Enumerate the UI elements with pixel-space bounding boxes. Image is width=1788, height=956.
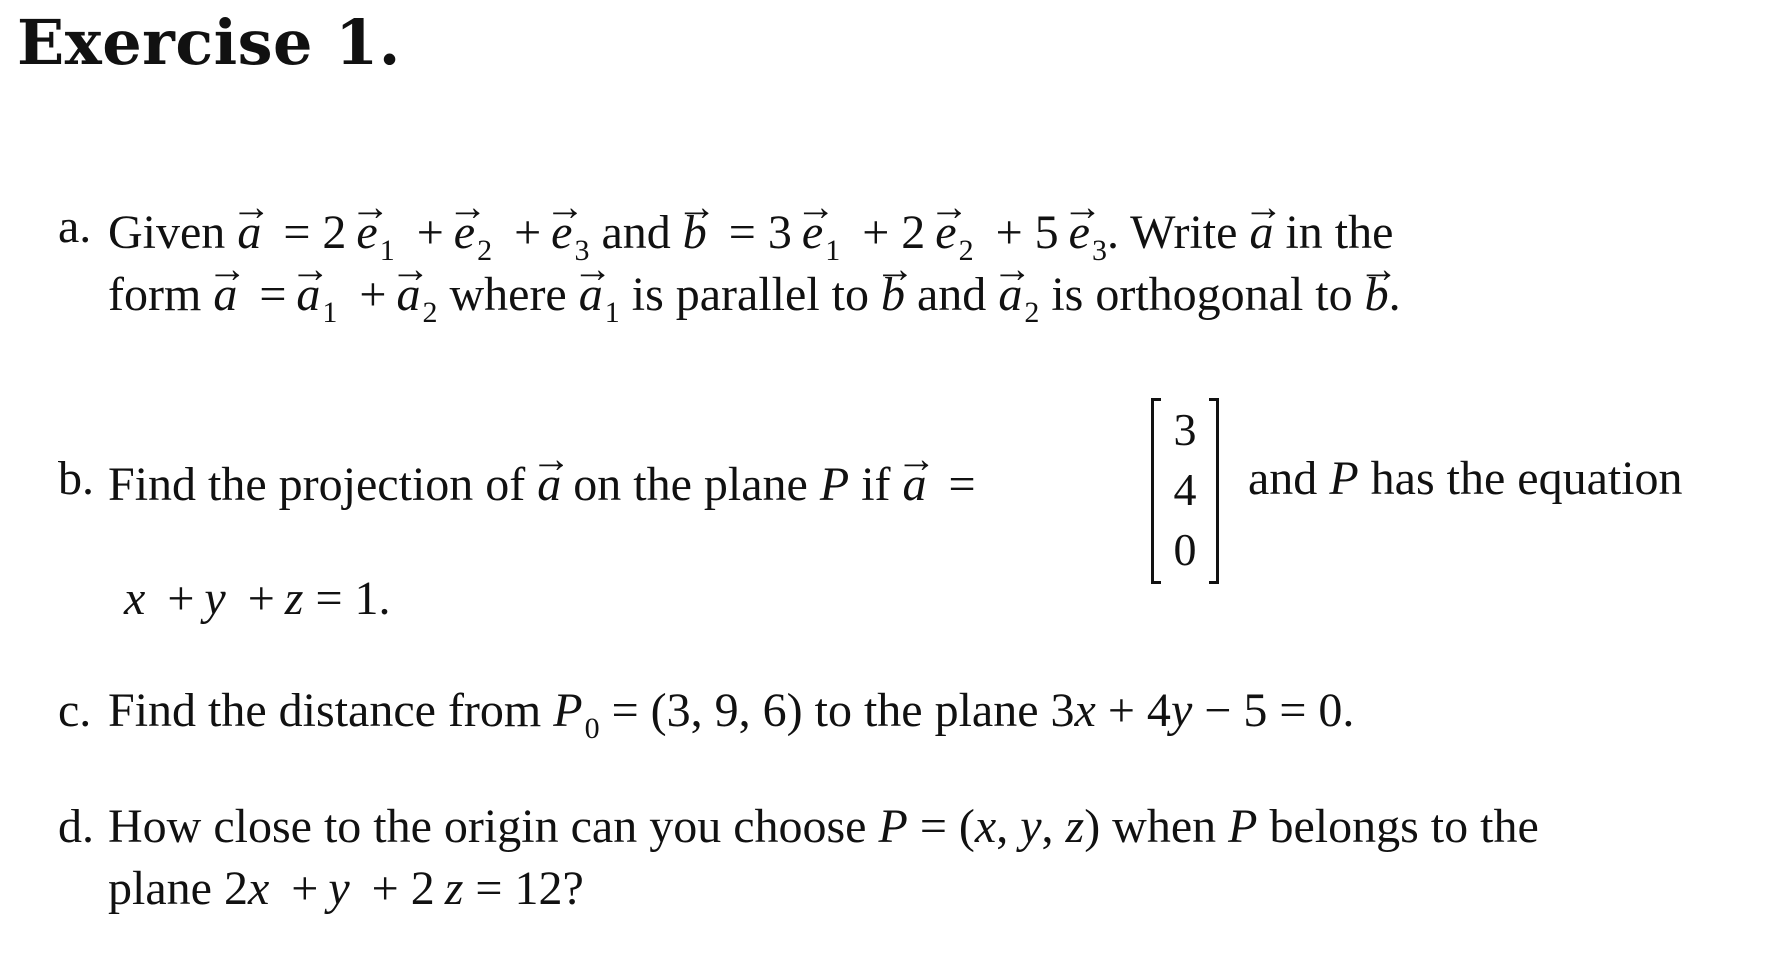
form-text: form bbox=[108, 268, 202, 321]
page-title: Exercise 1. bbox=[17, 6, 401, 79]
vector-entry-1: 3 bbox=[1173, 404, 1197, 455]
point-subscript: 0 bbox=[584, 712, 600, 745]
projection-text: Find the projection of bbox=[108, 458, 526, 511]
point-value: = (3, 9, 6) to the plane 3 bbox=[611, 684, 1075, 737]
item-d-line-1 bbox=[108, 796, 1539, 858]
plus-text: + 4 bbox=[1107, 684, 1171, 737]
equation-tail: = 12? bbox=[475, 862, 584, 915]
comma-text: , bbox=[1041, 800, 1054, 853]
item-b-line-1-right bbox=[1248, 448, 1683, 510]
plane-name: P bbox=[1329, 452, 1359, 505]
plus-text: + 5 bbox=[995, 206, 1059, 259]
plane-name: P bbox=[819, 458, 850, 511]
var-y: y bbox=[1170, 684, 1193, 737]
var-z: z bbox=[1065, 800, 1085, 853]
vector-b: → b bbox=[683, 196, 707, 264]
and-text: and bbox=[917, 268, 987, 321]
plane-equation bbox=[124, 568, 391, 630]
var-y: y bbox=[204, 572, 226, 625]
has-equation-text: has the equation bbox=[1370, 452, 1683, 505]
period-text: . bbox=[1388, 268, 1401, 321]
item-marker-d: d. bbox=[58, 800, 94, 853]
vector-a1: → a bbox=[296, 258, 320, 326]
item-a-line-1: Given → $a = 2\to e_1 +\to e_2 +\to e_3$ and → $b = 3\to e_1 + 2\to e_2 + 5\to e_3$. Write → a in the bbox=[108, 196, 1393, 270]
column-vector bbox=[1151, 398, 1219, 584]
and-text: and bbox=[601, 206, 671, 259]
equals-text: = bbox=[259, 268, 287, 321]
exercise-item-d bbox=[58, 796, 1758, 936]
item-marker-c: c. bbox=[58, 684, 92, 737]
var-y: y bbox=[1020, 800, 1042, 853]
vector-a: → a bbox=[213, 258, 237, 326]
plus-text: + bbox=[416, 206, 444, 259]
vector-a: → a bbox=[903, 448, 927, 516]
point-name: P bbox=[553, 684, 583, 737]
parallel-text: is parallel to bbox=[631, 268, 869, 321]
given-text: Given bbox=[108, 206, 226, 259]
plus-text: + bbox=[359, 268, 387, 321]
item-d-line-2 bbox=[108, 858, 584, 920]
equation-tail: − 5 = 0. bbox=[1204, 684, 1355, 737]
vector-e1: → e bbox=[802, 196, 823, 264]
distance-text: Find the distance from bbox=[108, 684, 542, 737]
plus-text: + 2 bbox=[371, 862, 435, 915]
point-name: P bbox=[878, 800, 908, 853]
vector-a: → a bbox=[537, 448, 561, 516]
write-text: . Write bbox=[1106, 206, 1238, 259]
question-text: How close to the origin can you choose bbox=[108, 800, 867, 853]
vector-e2: → e bbox=[935, 196, 956, 264]
equals-text: = ( bbox=[919, 800, 975, 853]
belongs-text: belongs to the bbox=[1269, 800, 1539, 853]
if-text: if bbox=[861, 458, 891, 511]
vector-a2: → a bbox=[998, 258, 1022, 326]
item-marker-a: a. bbox=[58, 200, 92, 253]
and-text: and bbox=[1248, 452, 1318, 505]
vector-entry-2: 4 bbox=[1173, 464, 1197, 515]
vector-b: → b bbox=[1365, 258, 1389, 326]
item-a-line-2: form → $a =\to a_1 +\to a_2$ where → $a_1$ is parallel to → b and → $a_2$ is orthogonal to → b. bbox=[108, 258, 1401, 332]
item-b-line-1 bbox=[108, 448, 986, 516]
item-marker-b: b. bbox=[58, 452, 94, 505]
var-z: z bbox=[444, 862, 464, 915]
vector-e1: → e bbox=[356, 196, 377, 264]
var-y: y bbox=[328, 862, 350, 915]
equals-text: = 3 bbox=[728, 206, 792, 259]
where-text: where bbox=[449, 268, 567, 321]
var-z: z bbox=[284, 572, 304, 625]
point-name: P bbox=[1228, 800, 1258, 853]
equals-text: = 2 bbox=[283, 206, 347, 259]
plus-text: + bbox=[167, 572, 195, 625]
plus-text: + bbox=[247, 572, 275, 625]
orthogonal-text: is orthogonal to bbox=[1051, 268, 1353, 321]
exercise-item-c bbox=[58, 680, 1758, 750]
comma-text: , bbox=[996, 800, 1009, 853]
vector-entry-3: 0 bbox=[1173, 524, 1197, 575]
var-x: x bbox=[124, 572, 146, 625]
var-x: x bbox=[247, 862, 270, 915]
vector-e2: → e bbox=[454, 196, 475, 264]
exercise-item-b bbox=[58, 448, 1758, 648]
vector-a: → a bbox=[237, 196, 261, 264]
item-c-line-1 bbox=[108, 680, 1354, 748]
var-x: x bbox=[974, 800, 997, 853]
vector-a1: → a bbox=[579, 258, 603, 326]
plus-text: + 2 bbox=[862, 206, 926, 259]
equation-tail: = 1. bbox=[315, 572, 391, 625]
vector-a2: → a bbox=[396, 258, 420, 326]
plus-text: + bbox=[514, 206, 542, 259]
plane-text: plane 2 bbox=[108, 862, 248, 915]
on-plane-text: on the plane bbox=[573, 458, 808, 511]
when-text: ) when bbox=[1084, 800, 1217, 853]
vector-e3: → e bbox=[551, 196, 572, 264]
exercise-item-a bbox=[58, 196, 1758, 336]
vector-e3: → e bbox=[1069, 196, 1090, 264]
vector-b: → b bbox=[881, 258, 905, 326]
vector-a: → a bbox=[1249, 196, 1273, 264]
plus-text: + bbox=[291, 862, 319, 915]
equals-text: = bbox=[948, 458, 976, 511]
in-the-text: in the bbox=[1285, 206, 1394, 259]
var-x: x bbox=[1074, 684, 1096, 737]
